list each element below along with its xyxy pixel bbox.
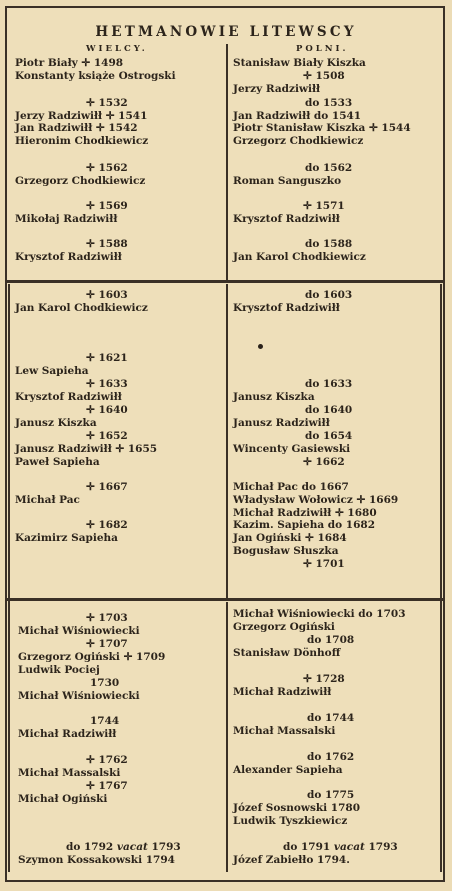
list-item: ✛ 1532 [86, 97, 128, 109]
list-item: Jerzy Radziwiłł [233, 83, 321, 95]
list-item: ✛ 1767 [86, 780, 128, 792]
list-item: ✛ 1640 [86, 404, 128, 416]
list-item: Konstanty książe Ostrogski [15, 70, 176, 82]
list-item: Kazimirz Sapieha [15, 532, 118, 544]
list-item: do 1603 [305, 289, 353, 301]
subtitle-polni: POLNI. [296, 44, 349, 54]
list-item: Grzegorz Ogiński ✛ 1709 [18, 651, 166, 663]
list-item: Jan Karol Chodkiewicz [15, 302, 148, 314]
list-item [283, 841, 398, 854]
list-item: Michał Wiśniowiecki do 1703 [233, 608, 406, 620]
list-item: Piotr Stanisław Kiszka ✛ 1544 [233, 122, 411, 134]
subtitle-wielcy: WIELCY. [86, 44, 148, 54]
list-item: ✛ 1562 [86, 162, 128, 174]
section-divider [7, 598, 443, 601]
list-item: do 1744 [307, 712, 355, 724]
list-item: Krysztof Radziwiłł [15, 251, 122, 263]
list-item: Józef Sosnowski 1780 [233, 802, 361, 814]
list-item: ✛ 1701 [303, 558, 345, 570]
list-item: ✛ 1762 [86, 754, 128, 766]
date-text: do 1792 [66, 841, 114, 853]
list-item: Janusz Radziwiłł [233, 417, 330, 429]
list-item: ✛ 1728 [303, 673, 345, 685]
list-item: Hieronim Chodkiewicz [15, 135, 149, 147]
vacat-text: vacat [116, 841, 148, 853]
list-item: Michał Pac do 1667 [233, 481, 349, 493]
list-item: ✛ 1603 [86, 289, 128, 301]
list-item: do 1633 [305, 378, 353, 390]
list-item: ✛ 1682 [86, 519, 128, 531]
list-item: Jan Radziwiłł ✛ 1542 [15, 122, 138, 134]
list-item: Krysztof Radziwiłł [15, 391, 122, 403]
page-title: HETMANOWIE LITEWSCY [95, 24, 357, 40]
list-item: Stanisław Biały Kiszka [233, 57, 366, 69]
list-item: ✛ 1588 [86, 238, 128, 250]
list-item: Michał Wiśniowiecki [18, 690, 140, 702]
list-item: do 1654 [305, 430, 353, 442]
list-item: Jan Karol Chodkiewicz [233, 251, 366, 263]
list-item: Szymon Kossakowski 1794 [18, 854, 175, 866]
list-item: Wincenty Gasiewski [233, 443, 351, 455]
list-item: do 1588 [305, 238, 353, 250]
list-item: Grzegorz Ogiński [233, 621, 335, 633]
list-item: Ludwik Pociej [18, 664, 100, 676]
list-item: do 1775 [307, 789, 355, 801]
list-item: ✛ 1667 [86, 481, 128, 493]
list-item: Michał Massalski [18, 767, 121, 779]
list-item: Janusz Kiszka [233, 391, 315, 403]
list-item: do 1640 [305, 404, 353, 416]
list-item: do 1762 [307, 751, 355, 763]
list-item: Michał Wiśniowiecki [18, 625, 140, 637]
list-item: Roman Sanguszko [233, 175, 342, 187]
list-item: Michał Radziwiłł [18, 728, 117, 740]
list-item: Michał Radziwiłł [233, 686, 332, 698]
list-item [66, 841, 181, 854]
list-item: ✛ 1508 [303, 70, 345, 82]
column-divider [226, 284, 228, 598]
list-item: do 1708 [307, 634, 355, 646]
list-item: Janusz Radziwiłł ✛ 1655 [15, 443, 158, 455]
list-item: Janusz Kiszka [15, 417, 97, 429]
date-text: 1793 [368, 841, 398, 853]
list-item: Jan Radziwiłł do 1541 [233, 110, 362, 122]
vacat-text: vacat [333, 841, 365, 853]
date-text: do 1791 [283, 841, 331, 853]
list-item: Stanisław Dönhoff [233, 647, 341, 659]
list-item: Michał Ogiński [18, 793, 108, 805]
list-item: 1744 [90, 715, 120, 727]
list-item: ✛ 1652 [86, 430, 128, 442]
list-item: do 1533 [305, 97, 353, 109]
list-item: Jan Ogiński ✛ 1684 [233, 532, 347, 544]
list-item: ✛ 1621 [86, 352, 128, 364]
list-item: Józef Zabiełło 1794. [233, 854, 350, 866]
list-item: Grzegorz Chodkiewicz [233, 135, 364, 147]
list-item: Krysztof Radziwiłł [233, 302, 340, 314]
list-item: Bogusław Słuszka [233, 545, 339, 557]
list-item: Jerzy Radziwiłł ✛ 1541 [15, 110, 148, 122]
list-item: Ludwik Tyszkiewicz [233, 815, 348, 827]
list-item: Lew Sapieha [15, 365, 89, 377]
list-item: Kazim. Sapieha do 1682 [233, 519, 376, 531]
list-item: Władysław Wołowicz ✛ 1669 [233, 494, 399, 506]
list-item: Paweł Sapieha [15, 456, 100, 468]
section-divider [7, 280, 443, 283]
list-item: 1730 [90, 677, 120, 689]
list-item: Michał Pac [15, 494, 80, 506]
list-item: ✛ 1571 [303, 200, 345, 212]
column-divider [226, 602, 228, 872]
list-item: ✛ 1569 [86, 200, 128, 212]
list-item: Alexander Sapieha [233, 764, 343, 776]
ink-spot [258, 344, 263, 349]
list-item: ✛ 1707 [86, 638, 128, 650]
list-item: do 1562 [305, 162, 353, 174]
list-item: ✛ 1703 [86, 612, 128, 624]
list-item: Piotr Biały ✛ 1498 [15, 57, 124, 69]
date-text: 1793 [151, 841, 181, 853]
inner-border-right [440, 284, 442, 872]
column-divider [226, 44, 228, 280]
list-item: Grzegorz Chodkiewicz [15, 175, 146, 187]
inner-border-left [8, 284, 10, 872]
list-item: Michał Massalski [233, 725, 336, 737]
list-item: Mikołaj Radziwiłł [15, 213, 118, 225]
list-item: ✛ 1633 [86, 378, 128, 390]
list-item: ✛ 1662 [303, 456, 345, 468]
list-item: Krysztof Radziwiłł [233, 213, 340, 225]
list-item: Michał Radziwiłł ✛ 1680 [233, 507, 377, 519]
